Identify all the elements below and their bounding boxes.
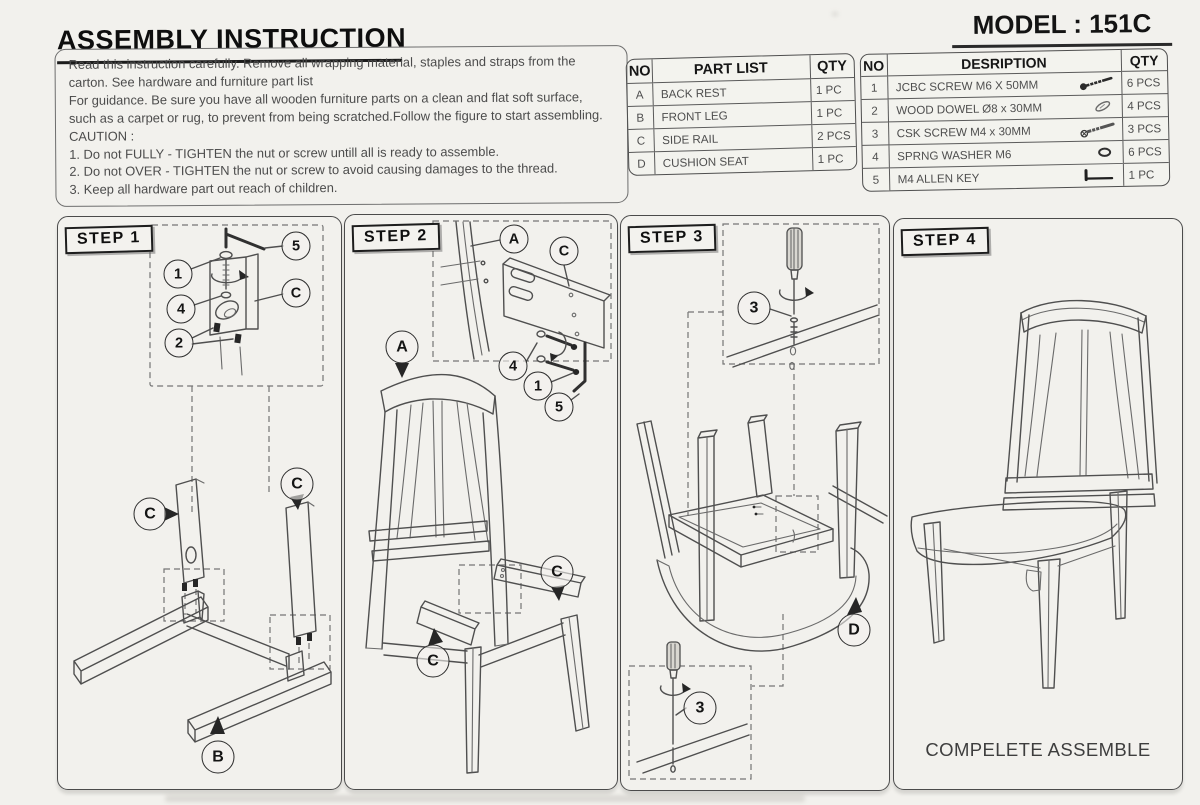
callout-d: D <box>838 614 871 647</box>
jcbc-screw-icon <box>1076 75 1116 92</box>
part-name: SIDE RAIL <box>653 125 812 152</box>
callout-c-right: C <box>541 556 574 589</box>
callout-c-inset: C <box>282 279 311 308</box>
instruction-line: such as a carpet or rug, to prevent from being scratched.Follow the figure to start assembling. <box>68 106 603 126</box>
callout-c-left: C <box>134 498 167 531</box>
callout-2: 2 <box>165 329 194 358</box>
part-no: D <box>629 152 655 175</box>
arrow-up-icon <box>428 628 443 646</box>
step-4-diagram <box>894 219 1182 789</box>
step4-complete-chair <box>911 301 1157 688</box>
allen-key-icon <box>1077 167 1117 184</box>
hardware-no: 4 <box>862 145 888 168</box>
col-header-desription: DESRIPTION <box>960 53 1047 72</box>
callout-c-right: C <box>281 468 314 501</box>
callout-1: 1 <box>524 372 553 401</box>
caution-heading: CAUTION : <box>69 128 135 144</box>
rotate-arrow-icon <box>805 287 814 297</box>
callout-5: 5 <box>545 393 574 422</box>
col-header-qty: QTY <box>1121 49 1167 71</box>
hardware-qty: 3 PCS <box>1122 117 1168 141</box>
hardware-qty: 6 PCS <box>1121 71 1167 95</box>
part-qty: 1 PC <box>810 78 855 102</box>
part-qty: 1 PC <box>812 147 857 171</box>
hardware-no: 2 <box>862 99 888 122</box>
hardware-name: SPRNG WASHER M6 <box>897 147 1012 163</box>
scan-speck <box>832 12 838 16</box>
part-name: BACK REST <box>652 79 811 106</box>
rotate-arrow-icon <box>682 683 691 693</box>
hardware-no: 1 <box>861 76 887 99</box>
step-2-label: STEP 2 <box>352 223 441 252</box>
col-header-partlist: PART LIST <box>693 59 768 78</box>
hardware-qty: 4 PCS <box>1122 94 1168 118</box>
caution-line: 3. Keep all hardware part out reach of children. <box>69 180 338 198</box>
hardware-name: CSK SCREW M4 x 30MM <box>896 124 1031 140</box>
callout-c-inset: C <box>550 237 579 266</box>
part-no: A <box>627 83 653 107</box>
hardware-qty: 6 PCS <box>1122 140 1168 164</box>
step1-inset-hardware <box>191 229 283 375</box>
callout-3-top: 3 <box>738 292 771 325</box>
callout-4: 4 <box>499 352 528 381</box>
col-header-no: NO <box>861 54 887 76</box>
hardware-name: WOOD DOWEL Ø8 x 30MM <box>896 100 1043 117</box>
hardware-no: 5 <box>863 168 889 191</box>
hardware-name: M4 ALLEN KEY <box>897 171 980 186</box>
step-1-label: STEP 1 <box>65 225 154 254</box>
step-1-panel <box>57 216 342 790</box>
part-qty: 2 PCS <box>811 124 856 148</box>
col-header-qty: QTY <box>809 54 854 79</box>
step-4-label: STEP 4 <box>901 227 990 256</box>
rotate-arrow-icon <box>239 270 249 280</box>
instruction-line: carton. See hardware and furniture part list <box>68 73 314 90</box>
callout-4: 4 <box>167 295 196 324</box>
step-3-panel <box>620 215 890 791</box>
wood-dowel-icon <box>1076 98 1116 115</box>
part-name: CUSHION SEAT <box>654 148 813 175</box>
hardware-no: 3 <box>862 122 888 145</box>
table-row <box>629 147 857 175</box>
scan-smudge <box>165 795 805 802</box>
callout-b: B <box>202 741 235 774</box>
step-2-panel <box>344 214 618 790</box>
callout-c-left: C <box>417 645 450 678</box>
part-no: B <box>628 106 654 130</box>
csk-screw-icon <box>1077 121 1117 138</box>
page-title: ASSEMBLY INSTRUCTION <box>57 23 402 64</box>
part-name: FRONT LEG <box>653 102 812 129</box>
caution-line: 1. Do not FULLY - TIGHTEN the nut or screw untill all is ready to assemble. <box>69 143 500 162</box>
model-number: MODEL : 151C <box>952 8 1172 48</box>
table-row <box>863 163 1169 191</box>
instructions-box <box>54 45 628 207</box>
spring-washer-icon <box>1077 144 1117 161</box>
part-no: C <box>628 129 654 153</box>
callout-3-bottom: 3 <box>684 692 717 725</box>
hardware-qty: 1 PC <box>1123 163 1169 186</box>
instruction-line: For guidance. Be sure you have all wooden furniture parts on a clean and flat soft surface, <box>68 89 583 108</box>
caution-line: 2. Do not OVER - TIGHTEN the nut or screw to avoid causing damages to the thread. <box>69 160 558 180</box>
callout-a-main: A <box>386 331 419 364</box>
col-header-no: NO <box>627 59 653 83</box>
step-2-diagram <box>345 215 617 789</box>
step-3-label: STEP 3 <box>628 224 717 253</box>
step1-leg-assembly <box>74 479 331 742</box>
callout-1: 1 <box>164 260 193 289</box>
instruction-line: Read this instruction carefully. Remove all wrapping material, staples and straps from the <box>68 53 576 72</box>
callout-5: 5 <box>282 232 311 261</box>
part-list-table <box>626 53 858 176</box>
callout-a-inset: A <box>500 225 529 254</box>
complete-assemble-caption: COMPELETE ASSEMBLE <box>925 739 1151 760</box>
part-qty: 1 PC <box>811 101 856 125</box>
hardware-name: JCBC SCREW M6 X 50MM <box>895 78 1039 94</box>
hardware-list-table <box>860 48 1171 192</box>
step-4-panel <box>893 218 1183 790</box>
arrow-down-icon <box>395 363 409 378</box>
